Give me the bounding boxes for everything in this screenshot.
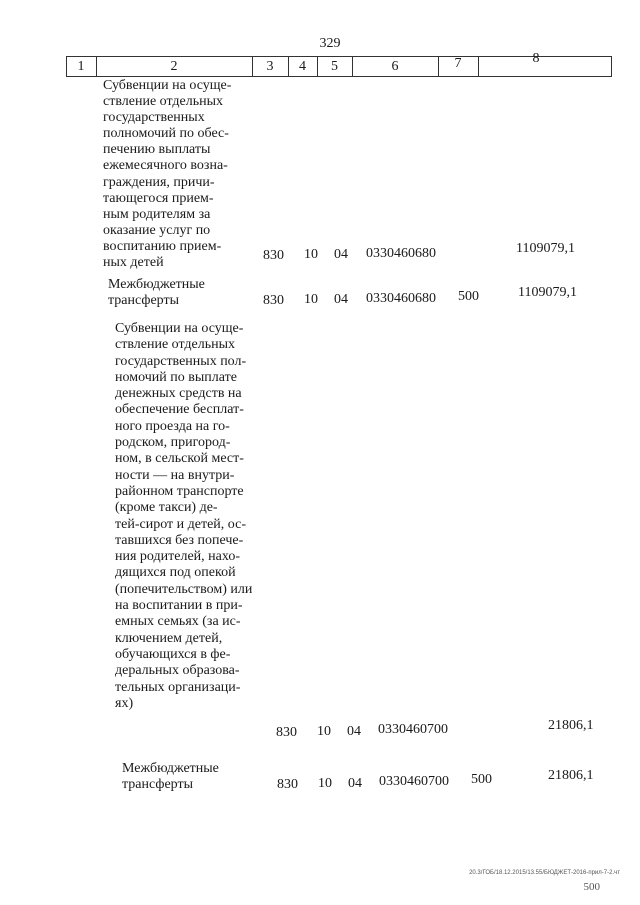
- cell-col7: 500: [458, 289, 479, 304]
- cell-col3: 830: [263, 248, 284, 263]
- page-number: 329: [319, 36, 341, 51]
- cell-col5: 04: [334, 292, 348, 307]
- cell-col6: 0330460700: [378, 722, 448, 737]
- row-description: Межбюджетные трансферты: [108, 277, 205, 309]
- footer-reference: 20.3/ГОБ/18.12.2015/13.55/БЮДЖЕТ-2016-прил-7-2.чт: [469, 870, 620, 876]
- row-description: Субвенции на осуще- ствление отдельных государственных полномочий по обес- печению выплаты ежемесячного возна- граждения, причи- тающегося прием- ным родителям за оказание услуг по воспитанию прием- ных детей: [103, 78, 232, 271]
- cell-col5: 04: [347, 724, 361, 739]
- cell-col4: 10: [318, 776, 332, 791]
- cell-col4: 10: [317, 724, 331, 739]
- cell-col8: 1109079,1: [518, 285, 577, 300]
- cell-col5: 04: [334, 247, 348, 262]
- column-header-7: 7: [454, 56, 462, 71]
- column-header-3: 3: [266, 59, 274, 74]
- cell-col6: 0330460700: [379, 774, 449, 789]
- cell-col4: 10: [304, 247, 318, 262]
- column-header-6: 6: [391, 59, 399, 74]
- column-header-1: 1: [77, 59, 85, 74]
- cell-col7: 500: [471, 772, 492, 787]
- header-bottom-border: [66, 76, 612, 77]
- cell-col4: 10: [304, 292, 318, 307]
- cell-col6: 0330460680: [366, 246, 436, 261]
- column-header-8: 8: [532, 51, 540, 66]
- column-header-4: 4: [299, 59, 306, 74]
- column-header-5: 5: [331, 59, 338, 74]
- cell-col8: 21806,1: [548, 768, 594, 783]
- cell-col3: 830: [276, 725, 297, 740]
- row-description: Субвенции на осуще- ствление отдельных государственных пол- номочий по выплате денежных средств на обеспечение бесплат- ного проезда на го- родском, пригород- ном, в сельской мест- ности — на внутри- районном транспорте (кроме такси) де- тей-сирот и детей, ос- тавшихся без попече- ния родителей, нахо- дящихся под опекой (попечительством) или на воспитании в при- емных семьях (за ис- ключением детей, обучающихся в фе- деральных образова- тельных организаци- ях): [115, 321, 253, 711]
- column-header-2: 2: [170, 59, 178, 74]
- cell-col5: 04: [348, 776, 362, 791]
- cell-col8: 21806,1: [548, 718, 594, 733]
- cell-col6: 0330460680: [366, 291, 436, 306]
- corner-mark: 500: [583, 881, 600, 893]
- header-divider: [611, 56, 612, 76]
- cell-col3: 830: [263, 293, 284, 308]
- cell-col3: 830: [277, 777, 298, 792]
- row-description: Межбюджетные трансферты: [122, 761, 219, 793]
- cell-col8: 1109079,1: [516, 241, 575, 256]
